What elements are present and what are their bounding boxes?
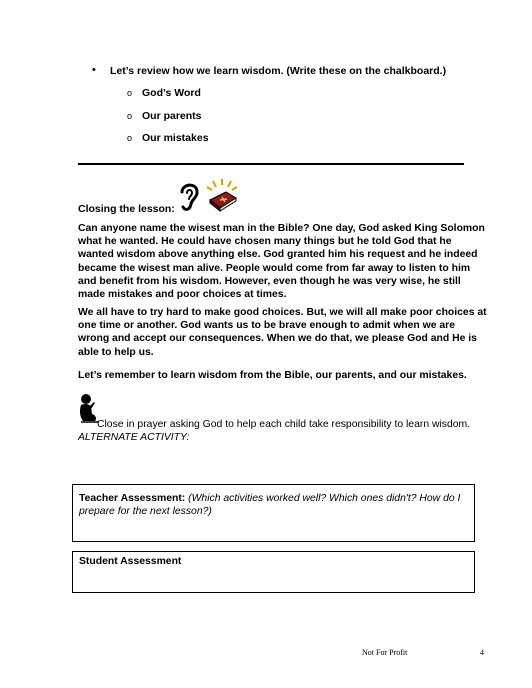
teacher-assessment-box[interactable]	[72, 484, 475, 542]
sub-bullet-marker: o	[127, 133, 133, 143]
bullet-marker: •	[92, 64, 96, 76]
sub-bullet-marker: o	[127, 88, 133, 98]
paragraph-remember: Let’s remember to learn wisdom from the Bible, our parents, and our mistakes.	[78, 370, 467, 381]
alternate-activity-label: ALTERNATE ACTIVITY:	[78, 432, 190, 443]
closing-heading: Closing the lesson:	[78, 203, 175, 215]
review-item-our-mistakes: Our mistakes	[142, 132, 209, 144]
page-number: 4	[480, 648, 484, 657]
teacher-assessment-prompt: (Which activities worked well? Which ones didn't? How do I prepare for the next lesson?)	[79, 493, 461, 517]
student-assessment-box[interactable]	[72, 551, 475, 593]
bible-icon	[204, 178, 240, 214]
footer-not-for-profit: Not For Profit	[362, 648, 408, 657]
teacher-assessment-label: Teacher Assessment:	[79, 493, 186, 504]
sub-bullet-marker: o	[127, 111, 133, 121]
review-item-gods-word: God’s Word	[142, 87, 201, 99]
paragraph-solomon: Can anyone name the wisest man in the Bible? One day, God asked King Solomon what he wanted. He could have chosen many things but he told God that he wanted wisdom above anything else. God granted him his request and he indeed became the wisest man alive. People would come from far away to listen to him and benefit from his wisdom. However, even though he was very wise, he still made mistakes and poor choices at times.	[78, 223, 485, 301]
student-assessment-label: Student Assessment	[79, 556, 182, 567]
section-divider	[78, 163, 464, 165]
prayer-instruction: Close in prayer asking God to help each child take responsibility to learn wisdom.	[97, 419, 471, 430]
paragraph-good-choices: We all have to try hard to make good choices. But, we will all make poor choices at one time or another. God wants us to be brave enough to admit when we are wrong and accept our consequences. When we do that, we please God and He is able to help us.	[78, 307, 487, 358]
review-item-our-parents: Our parents	[142, 110, 202, 122]
ear-icon	[176, 180, 202, 214]
review-instruction: Let’s review how we learn wisdom. (Write these on the chalkboard.)	[110, 65, 447, 77]
